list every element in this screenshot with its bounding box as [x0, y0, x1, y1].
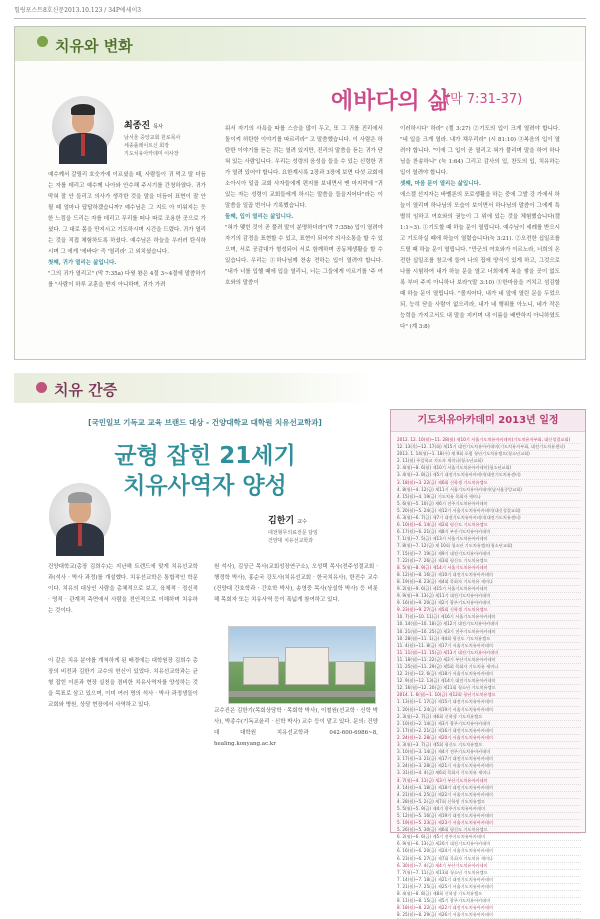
schedule-item: 4. 14(월)~4. 18(금) 제18기 대전기도치유아카데미 — [397, 785, 581, 792]
schedule-item: 2. 17(월)~2. 21(금) 제16기 대전기도치유아카데미 — [397, 728, 581, 735]
body-text: 예수께서 갈릴리 호숫가에 이르셨을 때, 사람들이 귀 먹고 말 더듬는 자를 데리고 예수께 나아와 안수해 주시기를 간청하였다. 귀가 막혀 잘 안 들리고 의사가 생각한 것을 말을 더듬어 표현이 잘 안 될 때 얼마나 답답하겠습니까? 예수님은 그 지도 아 미워지는 듯 한 느낌을 드리는 자를 데리고 무리를 떠나 따로 조용한 곳으로 가셨다. 그 대로 몸을 만지시고 기도하시며 시간을 드렸다. 귀가 열리는 것을 직접 체험하도록 하셨다. 예수님은 하늘을 우러러 탄식하시며 그 에게 '에바다' 즉 '열리라' 고 외치셨습니다. — [48, 172, 206, 255]
schedule-item: 2. 24(월)~2. 28(금) 제20기 서울기도치유아카데미 — [397, 735, 581, 742]
schedule-item: 8. 19(월)~8. 23(금) 제4회 목회자 기도치유 세미나 — [397, 579, 581, 586]
body-text: 이 같은 치유 분야를 개척하게 된 배경에는 대학원장 김희수 총장의 비전과 김한기 교수의 헌신이 있었다. 치유선교학과는 균형 잡힌 이론과 현장 실천을 겸비한 치유사역자를 양성하는 것을 목표로 삼고 있으며, 이미 여러 명의 석사 · 박사 과정생들이 교회와 병원, 상담 현장에서 사역하고 있다. — [48, 658, 198, 708]
section-heading: 치유와 변화 — [55, 37, 133, 55]
schedule-item: 10. 14(월)~10. 18(금) 제12기 대전기도치유아카데미 — [397, 621, 581, 628]
schedule-item: 2012. 12. 10(월)~11. 28(월) 제10기 서울기도치유아카데미(기도치유자부회, 대신성결교회) — [397, 437, 581, 444]
schedule-item: 9. 23(월)~9. 27(금) 제5회 신학생 기도치유캠프 — [397, 607, 581, 614]
subheading: 첫째, 귀가 열리는 삶입니다. — [48, 260, 117, 266]
schedule-box — [390, 409, 586, 918]
schedule-item: 3. 17(월)~3. 21(금) 제17기 대전기도치유아카데미 — [397, 756, 581, 763]
schedule-item: 2. 4(월)~8. 6(월) 제10기 서울기도치유아카데미(청소년교회) — [397, 465, 581, 472]
scripture-reference: (막 7:31-37) — [445, 92, 523, 107]
schedule-item: 2. 11(월) 주일학교 지도자 세미나(청소년교회) — [397, 458, 581, 465]
schedule-item: 11. 11(월)~11. 15(금) 제13기 대전기도치유아카데미 — [397, 650, 581, 657]
section-heading-bar — [14, 373, 374, 403]
schedule-item: 8. 4(월)~8. 8(금) 제8회 신학생 기도치유캠프 — [397, 891, 581, 898]
schedule-item: 11. 4(월)~11. 8(금) 제17기 서울기도치유아카데미 — [397, 643, 581, 650]
schedule-item: 6. 9(월)~6. 13(금) 제20기 대전기도치유아카데미 — [397, 841, 581, 848]
schedule-item: 8. 18(월)~8. 22(금) 제22기 대전기도치유아카데미 — [397, 905, 581, 912]
schedule-item: 6. 10(월)~6. 14(금) 제2회 평신도 기도치유캠프 — [397, 522, 581, 529]
article-column-1 — [48, 562, 198, 644]
schedule-item: 2013. 1. 14(월)~1. 18(수) 제 9회 포럼 청년기도치유캠프(청소년교회) — [397, 451, 581, 458]
schedule-item: 10. 7(월)~10. 11(금) 제16기 서울기도치유아카데미 — [397, 614, 581, 621]
schedule-item: 6. 16(월)~6. 20(금) 제24기 서울기도치유아카데미 — [397, 848, 581, 855]
article-column-1 — [48, 170, 206, 352]
author-portrait — [52, 96, 114, 158]
bullet-dot-icon — [37, 36, 48, 47]
subheading: 둘째, 입이 열리는 삶입니다. — [225, 214, 294, 220]
schedule-item: 6. 30(월)~7. 4(금) 제4기 부산기도치유아카데미 — [397, 863, 581, 870]
body-text: 에스겔 선지자는 바벨론의 포로생활을 하는 중에 그발 강 가에서 하늘이 열리며 하나님의 모습이 보이면서 하나님의 말씀이 그에게 특별히 임하고 여호와의 권능이 그 위에 있는 것을 체험했습니다(겔 1:1~3). ①기도할 때 하늘 문이 열립니다. 예수님이 세례를 받으시고 기도하실 때에 하늘이 열렸습니다(눅 3:21). ②오전한 십일조를 드릴 때 하늘 문이 열립니다. "만군의 여호와가 이르노라, 너희의 온전한 십일조를 창고에 들여 나의 집에 양식이 있게 하고, 그것으로 나를 시험하여 내가 하늘 문을 열고 너희에게 복을 쌓을 곳이 없도록 부어 주지 아니하나 보라"(말 3:10) ③한마음을 거치고 섬김할 때 하늘 문이 열립니다. "볼지어다, 내가 네 앞에 열린 문을 두었으되, 능히 닫을 사람이 없으리라, 내가 네 행위를 아노니, 네가 작은 능력을 가지고서도 내 말을 지키며 내 이름을 배반하지 아니하였도다" (계 3:8) — [400, 192, 560, 330]
schedule-item: 4. 7(월)~4. 11(금) 제3기 부산기도치유아카데미 — [397, 778, 581, 785]
section-heading: 치유 간증 — [54, 381, 118, 399]
schedule-item: 8. 12(월)~8. 16(금) 제10기 대전기도치유아카데미 — [397, 572, 581, 579]
body-text: 이러하시다' 하라" (겔 3:27) ②기도의 입이 크게 열려야 합니다. "네 입을 크게 열라. 내가 채우리라" (시 81:10) ③복음의 입이 열려야 합니다. "이에 그 입이 곧 열리고 혀가 풀리며 말을 하여 하나님을 찬송하니" (눅 1:64) 그리고 감사의 입, 찬도의 입, 치유하는 입이 열려야 합니다. — [400, 126, 560, 176]
schedule-item: 6. 3(월)~6. 7(금) 제7기 대전기도치유아카데미(대전기도치유센터) — [397, 515, 581, 522]
schedule-item: 12. 16(월)~12. 20(금) 제11회 청소년 기도치유캠프 — [397, 685, 581, 692]
schedule-item: 10. 28(월)~11. 1(금) 제4회 평신도 기도치유캠프 — [397, 636, 581, 643]
schedule-item: 8. 11(월)~8. 15(금) 제5기 광주기도치유아카데미 — [397, 898, 581, 905]
author-line: 대전형무의료전문 담임 — [268, 530, 318, 536]
schedule-item: 6. 2(월)~6. 6(금) 제5기 전주기도치유아카데미 — [397, 834, 581, 841]
schedule-item: 5. 5(월)~5. 9(금) 제4기 광주기도치유아카데미 — [397, 806, 581, 813]
schedule-item: 11. 25(월)~11. 29(금) 제5회 목회자 기도치유 세미나 — [397, 664, 581, 671]
schedule-item: 1. 13(월)~1. 17(금) 제15기 대전기도치유아카데미 — [397, 699, 581, 706]
schedule-item: 3. 18(월)~3. 22(금) 제6회 신학생 기도치유캠프 — [397, 480, 581, 487]
schedule-item: 4. 21(월)~4. 25(금) 제22기 서울기도치유아카데미 — [397, 792, 581, 799]
article-title: 치유사역자 양성 — [123, 473, 287, 499]
schedule-item: 8. 5(월)~8. 9(금) 제14기 서울기도치유아카데미 — [397, 565, 581, 572]
schedule-item: 7. 1(월)~7. 5(금) 제13기 서울기도치유아카데미 — [397, 536, 581, 543]
schedule-item: 6. 17(월)~6. 21(금) 제8기 부산기도치유아카데미 — [397, 529, 581, 536]
schedule-item: 7. 14(월)~7. 18(금) 제21기 대전기도치유아카데미 — [397, 877, 581, 884]
schedule-item: 3. 4(월)~3. 8(금) 제5기 대전기도치유아카데미(대전기도치유센터) — [397, 472, 581, 479]
schedule-item: 5. 19(월)~5. 23(금) 제23기 서울기도치유아카데미 — [397, 820, 581, 827]
author-line: 남서울 중앙교회 원로목사 — [124, 135, 181, 141]
article-title: 에바다의 삶 — [330, 88, 450, 114]
schedule-item: 5. 20(월)~5. 24(금) 제12기 서울기도치유아카데미(대신성결교회) — [397, 508, 581, 515]
schedule-item: 2. 10(월)~2. 14(금) 제3기 광주기도치유아카데미 — [397, 721, 581, 728]
schedule-item: 3. 10(월)~3. 14(금) 제4기 전주기도치유아카데미 — [397, 749, 581, 756]
article-column-2 — [225, 124, 383, 352]
schedule-item: 11. 18(월)~11. 22(금) 제2기 부산기도치유아카데미 — [397, 657, 581, 664]
section-heading-bar — [15, 27, 585, 61]
author-line: 세종플레이트신 회장 — [124, 143, 170, 149]
schedule-title: 기도치유아카데미 2013년 일정 — [391, 410, 585, 432]
schedule-item: 3. 31(월)~4. 4(금) 제6회 목회자 기도치유 세미나 — [397, 770, 581, 777]
schedule-item: 9. 16(월)~9. 20(금) 제2기 광주기도치유아카데미 — [397, 600, 581, 607]
schedule-item: 12. 9(월)~12. 13(금) 제14기 대전기도치유아카데미 — [397, 678, 581, 685]
schedule-item: 9. 9(월)~9. 13(금) 제11기 대전기도치유아카데미 — [397, 593, 581, 600]
schedule-item: 7. 7(월)~7. 11(금) 제13회 청소년 기도치유캠프 — [397, 870, 581, 877]
schedule-item: 5. 6(월)~5. 10(금) 제6기 전주기도치유아카데미 — [397, 501, 581, 508]
schedule-item: 1. 20(월)~1. 24(금) 제19기 서울기도치유아카데미 — [397, 707, 581, 714]
body-text: 건양대학교(총장 김희수)는 지난해 트렌드에 맞게 치유선교학과(석사 · 박사 과정)를 개설했다. 치유선교학은 통합적인 학문이다. 치유의 대상인 사람을 총체적으로 보고, 육체적 · 정신적 · 영적 · 관계적 측면에서 사람을 전인적으로 이해하며 치유하는 것이다. — [48, 564, 198, 614]
page-header: 힐링포스트8호신문2013.10.123 / 34P에세이3 — [14, 5, 586, 19]
schedule-item: 4. 15(월)~4. 19(금) 기도치유 목회자 세미나 — [397, 494, 581, 501]
schedule-item: 4. 28(월)~5. 2(금) 제7회 신학생 기도치유캠프 — [397, 799, 581, 806]
author-title: 교수 — [297, 519, 307, 525]
author-name: 김한기 — [268, 516, 295, 526]
campus-photo — [228, 626, 376, 704]
schedule-item: 7. 8(월)~7. 12(금) 제 10회 청소년 기도치유캠프(청소년교회) — [397, 543, 581, 550]
schedule-item: 10. 21(월)~10. 25(금) 제3기 전주기도치유아카데미 — [397, 629, 581, 636]
schedule-item: 9. 2(월)~9. 6(금) 제15기 서울기도치유아카데미 — [397, 586, 581, 593]
schedule-item: 3. 24(월)~3. 28(금) 제21기 서울기도치유아카데미 — [397, 763, 581, 770]
author-caption — [124, 119, 180, 158]
article-kicker: [국민일보 기독교 교육 브랜드 대상 - 건양대학교 대학원 치유선교학과] — [88, 418, 322, 427]
schedule-item: 3. 3(월)~3. 7(금) 제5회 평신도 기도치유캠프 — [397, 742, 581, 749]
schedule-item: 8. 25(월)~8. 29(금) 제26기 서울기도치유아카데미 — [397, 912, 581, 919]
schedule-item: 2014. 1. 6(월)~1. 10(금) 제12회 청년기도치유캠프 — [397, 692, 581, 699]
author-line: 기도치유아카데미 이사장 — [124, 151, 179, 157]
body-text: "혀가 맺힌 것이 곧 풀려 말이 분명하더라"(막 7:35b) 입이 열려야 자기의 감정을 표현할 수 있고, 표현이 되어야 의사소통을 할 수 있으며, 서로 공감대가 형성되어 서로 함께하며 공동체생활을 할 수 있습니다. 우리는 ①하나님께 찬송 전하는 입이 열려야 합니다. "내가 너를 입헬 때에 입을 열리니, 너는 그들에게 이르기를 '주 여호와의 말씀이 — [225, 225, 383, 286]
author-portrait — [49, 483, 111, 549]
schedule-item: 7. 21(월)~7. 25(금) 제25기 서울기도치유아카데미 — [397, 884, 581, 891]
article-column-4 — [214, 706, 378, 816]
schedule-item: 5. 12(월)~5. 16(금) 제19기 대전기도치유아카데미 — [397, 813, 581, 820]
schedule-item: 7. 15(월)~7. 19(금) 제9기 대전기도치유아카데미 — [397, 551, 581, 558]
subheading: 셋째, 마음 문이 열리는 삶입니다. — [400, 181, 481, 187]
body-text: 교수진은 김한기(목회상담학 · 목회학 박사), 이철원(선교학 · 신학 박사), 박종수(기독교윤리 · 신학 박사) 교수 등이 맡고 있다. 문의: 건양대 대학원 치유선교학과 042-600-6986~8, healing.konyang.ac.kr — [214, 708, 378, 747]
author-title: 목사 — [153, 124, 163, 130]
bullet-dot-icon — [36, 382, 47, 393]
body-text: 워서 자기의 사욕을 따를 스승을 많이 두고, 또 그 귀를 진리에서 돌이켜 허탄한 이야기를 따르리라" 고 말씀했습니다. 이 사람은 하탄한 이야기를 듣는 귀는 열려 있지만, 진리의 말씀을 듣는 귀가 닫혀 있는 사람입니다. 우리는 성령의 음성을 들을 수 있는 신령한 귀가 열려 있어야 합니다. 요한계시록 2장과 3장에 보면 다섯 교회에 소아시아 일곱 교회 사자들에게 편지를 보내면서 맨 마지막에 "귀 있는 자는 성령이 교회들에게 하시는 말씀을 들을지어다"라는 이 말씀을 일곱 번이나 기록했습니다. — [225, 126, 383, 209]
schedule-item: 2. 3(월)~2. 7(금) 제6회 신학생 기도치유캠프 — [397, 714, 581, 721]
schedule-item: 12. 13(목)~12. 17(화) 제15기 대전기도치유아카데미(기도치유자부회, 대전기도치유센터) — [397, 444, 581, 451]
schedule-item: 4. 8(월)~4. 12(금) 제11기 서울기도치유아카데미(남서울중앙교회) — [397, 487, 581, 494]
schedule-item: 6. 23(월)~6. 27(금) 제7회 목회자 기도치유 세미나 — [397, 856, 581, 863]
schedule-item: 7. 22(월)~7. 26(금) 제3회 평신도 기도치유캠프 — [397, 558, 581, 565]
author-line: 건양대 치유선교학과 — [268, 538, 314, 544]
schedule-item: 12. 2(월)~12. 6(금) 제18기 서울기도치유아카데미 — [397, 671, 581, 678]
article-column-3 — [48, 656, 198, 816]
article-column-3 — [400, 124, 560, 352]
author-caption — [268, 514, 318, 545]
article-title: 균형 잡힌 21세기 — [114, 443, 296, 469]
body-text: 원 석사), 김상근 목사(교회성장연구소), 오성택 목사(전주성결교회 · 행정학 박사), 홍순국 강도사(치유선교회 · 한국치유사), 한진수 교수(건양대 간호학과 · 간호학 박사), 송영중 목사(상설학 박사) 등 비롯해 목회자 또는 치유사역 등이 폭넓게 참여하고 있다. — [214, 564, 378, 603]
schedule-item: 5. 26(월)~5. 30(금) 제6회 평신도 기도치유캠프 — [397, 827, 581, 834]
schedule-list — [397, 437, 581, 918]
body-text: "그의 귀가 열리고" (막 7:35a) 다윗 왕은 4절 3~4절에 말씀하기를 "사람이 하루 교훈을 받지 아니하며, 귀가 가려 — [48, 271, 206, 288]
author-name: 최종진 — [124, 121, 151, 131]
